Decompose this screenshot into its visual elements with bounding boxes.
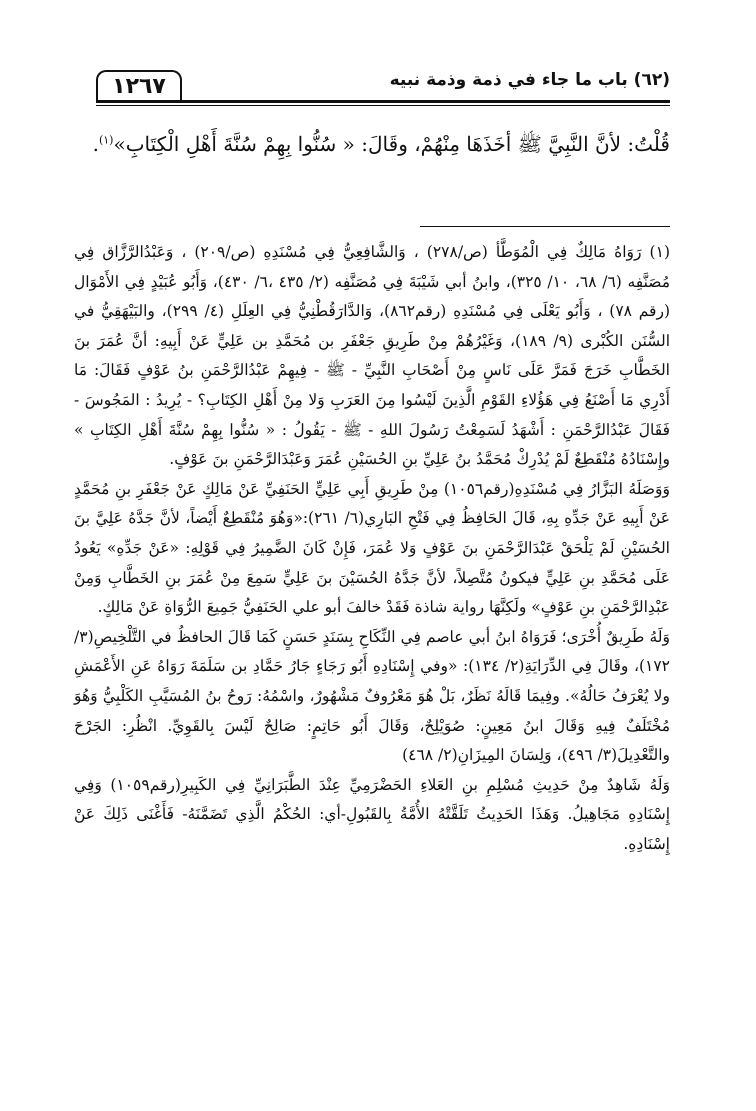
main-paragraph: قُلْتُ: لأنَّ النَّبِيَّ ﷺ أخَذَهَا مِنْهُمْ، وقَالَ: « سُنُّوا بِهِمْ سُنَّةَ أَهْلِ الْكِتَابِ» [113, 132, 670, 156]
page-number: ١٢٦٧ [96, 70, 182, 102]
footnotes-section [74, 238, 670, 859]
footnote-paragraph-3: وَلَهُ طَرِيقٌ أُخْرَى؛ فَرَوَاهُ ابنُ أبي عاصم فِي النِّكَاحِ بِسَنَدٍ حَسَنٍ كَمَا قَالَ الحافظُ في التَّلْخِيصِ(٣/ ١٧٢)، وقَالَ فِي الدِّرَايَةِ(٢/ ١٣٤): «وفي إِسْنَادِهِ أَبُو رَجَاءٍ جَارُ حَمَّادِ بن سَلَمَةَ رَوَاهُ عَنِ الأَعْمَشِ ولا يُعْرَفُ حَالُهُ». وفِيمَا قَالَهُ نَظَرٌ، بَلْ هُوَ مَعْرُوفٌ مَشْهُورٌ، واسْمُهُ: رَوحُ بنُ المُسَيَّبِ الكَلْبِيُّ وَهُوَ مُخْتَلَفٌ فِيهِ وَقَالَ ابنُ مَعِينٍ: صُوَيْلِحٌ، وَقَالَ أَبُو حَاتِمٍ: صَالِحٌ لَيْسَ بِالقَوِيِّ. انْظُرِ: الجَرْحَ والتَّعْدِيلَ(٣/ ٤٩٦)، وَلِسَانَ المِيزَانِ(٢/ ٤٦٨) [74, 627, 670, 765]
footnote-paragraph-2: وَوَصَلَهُ البَزَّارُ فِي مُسْنَدِهِ(رقم١٠٥٦) مِنْ طَرِيقِ أَبِي عَلِيٍّ الحَنَفِيِّ عَنْ مَالِكٍ عَنْ جَعْفَرِ بنِ مُحَمَّدٍ عَنْ أَبِيهِ عَنْ جَدِّهِ بِهِ، قَالَ الحَافِظُ فِي فَتْحِ البَارِي(٦/ ٢٦١):«وَهُوَ مُنْقَطِعٌ أَيْضاً، لأنَّ جَدَّهُ عَلِيَّ بنَ الحُسَيْنِ لَمْ يَلْحَقْ عَبْدَالرَّحْمَنِ بنَ عَوْفٍ وَلا عُمَرَ، فَإِنْ كَانَ الضَّمِيرُ فِي قَوْلِهِ: «عَنْ جَدِّهِ» يَعُودُ عَلَى مُحَمَّدِ بنِ عَلِيٍّ فيكونُ مُتَّصِلاً، لأنَّ جَدَّهُ الحُسَيْنَ بنَ عَلِيٍّ سَمِعَ مِنْ عُمَرَ بنِ الخَطَّابِ وَمِنْ عَبْدِالرَّحْمَنِ بنِ عَوْفٍ» ولَكِنَّهَا رواية شاذة فَقَدْ خالفَ أبو علي الحَنَفِيُّ جَمِيعَ الرُّوَاةِ عَنْ مَالِكٍ. [74, 479, 670, 617]
footnote-paragraph-1: (١) رَوَاهُ مَالِكٌ فِي الْمُوَطَّأ (ص/٢٧٨) ، وَالشَّافِعِيُّ فِي مُسْنَدِهِ (ص/٢٠٩) ، وَعَبْدُالرَّزَّاق فِي مُصَنَّفِه (٦/ ٦٨، ١٠/ ٣٢٥)، وابنُ أبي شَيْبَةَ فِي مُصَنَّفِه (٢/ ٤٣٥ ،٦/ ٤٣٠)، وَأَبُو عُبَيْدٍ فِي الأَمْوَال (رقم ٧٨) ، وَأَبُو يَعْلَى فِي مُسْنَدِهِ (رقم٨٦٢)، وَالدَّارَقُطْنِيُّ فِي العِلَلِ (٤/ ٢٩٩)، والبَيْهَقِيُّ في السُّنَن الكُبْرى (٩/ ١٨٩)، وَغَيْرُهُمْ مِنْ طَرِيقِ جَعْفَرِ بن مُحَمَّدِ بن عَلِيٍّ عَنْ أَبِيهِ: أنَّ عُمَرَ بنَ الخَطَّابِ خَرَجَ فَمَرَّ عَلَى نَاسٍ مِنْ أَصْحَابِ النَّبِيِّ - ﷺ - فِيهِمْ عَبْدُالرَّحْمَنِ بنُ عَوْفٍ فَقَالَ: مَا أَدْرِي مَا أَصْنَعُ فِي هَؤُلاءِ القَوْمِ الَّذِينَ لَيْسُوا مِنَ العَرَبِ وَلا مِنْ أَهْلِ الكِتَابِ؟ - يُرِيدُ : المَجُوسَ - فَقَالَ عَبْدُالرَّحْمَنِ : أَشْهَدُ لَسَمِعْتُ رَسُولَ اللهِ - ﷺ - يَقُولُ : « سُنُّوا بِهِمْ سُنَّةَ أَهْلِ الكِتَابِ » وإِسْنَادُهُ مُنْقَطِعٌ لَمْ يُدْرِكْ مُحَمَّدُ بنُ عَلِيِّ بنِ الحُسَيْنِ عُمَرَ وَعَبْدَالرَّحْمَنِ بنَ عَوْفٍ. [74, 243, 671, 469]
header-rule-thin [96, 105, 670, 106]
footnote-reference[interactable]: (١) [98, 133, 114, 147]
footnote-paragraph-4: وَلَهُ شَاهِدٌ مِنْ حَدِيثِ مُسْلِمِ بنِ العَلاءِ الحَضْرَمِيِّ عِنْدَ الطَّبَرَانِيِّ فِي الكَبِيرِ(رقم١٠٥٩) وَفِي إِسْنَادِهِ مَجَاهِيلُ. وَهَذَا الحَدِيثُ تَلَقَّتْهُ الأُمَّةُ بِالقَبُولِ-أي: الحُكْمُ الَّذِي تَضَمَّنَهُ- فَأَغْنَى ذَلِكَ عَنْ إِسْنَادِهِ. [74, 775, 670, 853]
main-text: قُلْتُ: لأنَّ النَّبِيَّ ﷺ أخَذَهَا مِنْهُمْ، وقَالَ: « سُنُّوا بِهِمْ سُنَّةَ أَهْلِ الْكِتَابِ»$^{(١)}$. [92, 132, 670, 156]
footnote-separator [420, 226, 670, 227]
chapter-title: (٦٢) باب ما جاء في ذمة وذمة نبيه [389, 70, 670, 90]
header-rule [96, 100, 670, 103]
